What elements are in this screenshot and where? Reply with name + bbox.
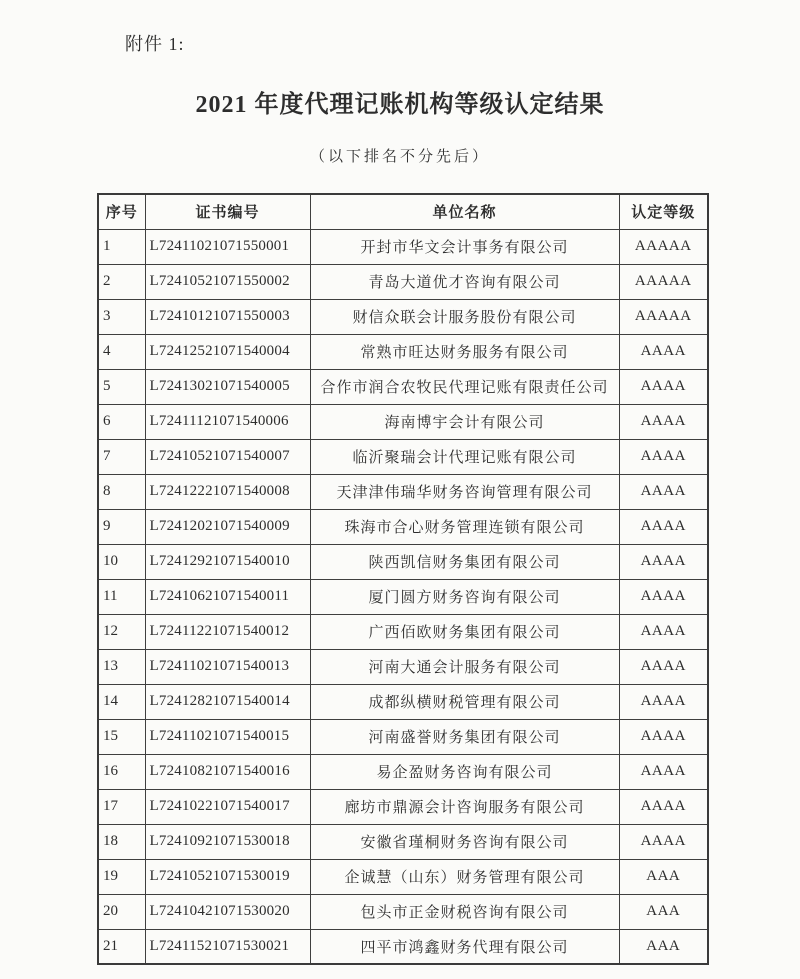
cell-certificate-number: L72412821071540014 [145,684,310,719]
table-row [98,894,708,929]
cell-certified-grade: AAAA [619,614,708,649]
cell-unit-name: 开封市华文会计事务有限公司 [310,229,619,264]
cell-certificate-number: L72412921071540010 [145,544,310,579]
cell-certificate-number: L72410521071530019 [145,859,310,894]
cell-certified-grade: AAAA [619,334,708,369]
cell-serial-number: 10 [98,544,145,579]
cell-certified-grade: AAAA [619,789,708,824]
cell-serial-number: 5 [98,369,145,404]
table-row [98,264,708,299]
cell-certified-grade: AAAA [619,439,708,474]
cell-certificate-number: L72410521071540007 [145,439,310,474]
cell-certificate-number: L72410621071540011 [145,579,310,614]
results-table-body [98,229,708,964]
cell-unit-name: 合作市润合农牧民代理记账有限责任公司 [310,369,619,404]
cell-unit-name: 财信众联会计服务股份有限公司 [310,299,619,334]
cell-unit-name: 临沂聚瑞会计代理记账有限公司 [310,439,619,474]
cell-unit-name: 厦门圆方财务咨询有限公司 [310,579,619,614]
cell-serial-number: 20 [98,894,145,929]
cell-serial-number: 6 [98,404,145,439]
cell-unit-name: 成都纵横财税管理有限公司 [310,684,619,719]
cell-serial-number: 7 [98,439,145,474]
cell-certified-grade: AAAA [619,719,708,754]
cell-certificate-number: L72412221071540008 [145,474,310,509]
cell-unit-name: 廊坊市鼎源会计咨询服务有限公司 [310,789,619,824]
cell-serial-number: 17 [98,789,145,824]
cell-unit-name: 河南大通会计服务有限公司 [310,649,619,684]
cell-certificate-number: L72410821071540016 [145,754,310,789]
cell-certified-grade: AAAAA [619,264,708,299]
cell-certified-grade: AAAA [619,474,708,509]
cell-unit-name: 包头市正金财税咨询有限公司 [310,894,619,929]
table-row [98,544,708,579]
table-row [98,369,708,404]
cell-certificate-number: L72411021071540015 [145,719,310,754]
cell-unit-name: 天津津伟瑞华财务咨询管理有限公司 [310,474,619,509]
cell-serial-number: 19 [98,859,145,894]
cell-certificate-number: L72413021071540005 [145,369,310,404]
header-serial-number: 序号 [98,194,145,229]
cell-unit-name: 企诚慧（山东）财务管理有限公司 [310,859,619,894]
cell-serial-number: 14 [98,684,145,719]
cell-unit-name: 珠海市合心财务管理连锁有限公司 [310,509,619,544]
cell-unit-name: 河南盛誉财务集团有限公司 [310,719,619,754]
cell-certificate-number: L72411221071540012 [145,614,310,649]
cell-certificate-number: L72411021071540013 [145,649,310,684]
cell-certified-grade: AAAA [619,544,708,579]
cell-certified-grade: AAAA [619,754,708,789]
cell-serial-number: 4 [98,334,145,369]
table-row [98,754,708,789]
cell-unit-name: 易企盈财务咨询有限公司 [310,754,619,789]
cell-certified-grade: AAAA [619,579,708,614]
cell-serial-number: 11 [98,579,145,614]
table-row [98,509,708,544]
table-row [98,579,708,614]
table-row [98,859,708,894]
cell-certified-grade: AAAA [619,649,708,684]
header-certified-grade: 认定等级 [619,194,708,229]
cell-certified-grade: AAA [619,929,708,964]
cell-serial-number: 18 [98,824,145,859]
table-row [98,439,708,474]
results-table-header [98,194,708,229]
cell-certificate-number: L72410421071530020 [145,894,310,929]
cell-certificate-number: L72411021071550001 [145,229,310,264]
cell-unit-name: 四平市鸿鑫财务代理有限公司 [310,929,619,964]
cell-certified-grade: AAAA [619,684,708,719]
cell-certified-grade: AAAAA [619,229,708,264]
results-table [97,193,709,965]
cell-certificate-number: L72410221071540017 [145,789,310,824]
header-row [98,194,708,229]
cell-certified-grade: AAAA [619,404,708,439]
cell-certified-grade: AAAA [619,509,708,544]
cell-serial-number: 9 [98,509,145,544]
cell-serial-number: 12 [98,614,145,649]
header-unit-name: 单位名称 [310,194,619,229]
cell-unit-name: 青岛大道优才咨询有限公司 [310,264,619,299]
cell-serial-number: 21 [98,929,145,964]
cell-serial-number: 2 [98,264,145,299]
table-row [98,299,708,334]
cell-serial-number: 1 [98,229,145,264]
cell-certified-grade: AAAA [619,369,708,404]
cell-certified-grade: AAAA [619,824,708,859]
cell-serial-number: 16 [98,754,145,789]
table-row [98,929,708,964]
cell-certified-grade: AAA [619,859,708,894]
cell-unit-name: 常熟市旺达财务服务有限公司 [310,334,619,369]
cell-serial-number: 8 [98,474,145,509]
table-row [98,719,708,754]
header-certificate-number: 证书编号 [145,194,310,229]
table-row [98,684,708,719]
cell-certified-grade: AAA [619,894,708,929]
cell-serial-number: 13 [98,649,145,684]
cell-certificate-number: L72412521071540004 [145,334,310,369]
cell-certified-grade: AAAAA [619,299,708,334]
cell-serial-number: 15 [98,719,145,754]
attachment-label: 附件 1: [125,34,185,54]
cell-certificate-number: L72411121071540006 [145,404,310,439]
cell-certificate-number: L72410521071550002 [145,264,310,299]
table-row [98,229,708,264]
cell-certificate-number: L72411521071530021 [145,929,310,964]
cell-certificate-number: L72410121071550003 [145,299,310,334]
table-row [98,824,708,859]
table-row [98,404,708,439]
page-title: 2021 年度代理记账机构等级认定结果 [195,92,605,118]
page-subtitle: （以下排名不分先后） [309,149,490,165]
table-row [98,474,708,509]
table-row [98,334,708,369]
table-row [98,789,708,824]
table-row [98,649,708,684]
cell-serial-number: 3 [98,299,145,334]
cell-unit-name: 陕西凯信财务集团有限公司 [310,544,619,579]
cell-unit-name: 海南博宇会计有限公司 [310,404,619,439]
cell-unit-name: 安徽省瑾桐财务咨询有限公司 [310,824,619,859]
cell-certificate-number: L72410921071530018 [145,824,310,859]
cell-certificate-number: L72412021071540009 [145,509,310,544]
cell-unit-name: 广西佰欧财务集团有限公司 [310,614,619,649]
table-row [98,614,708,649]
